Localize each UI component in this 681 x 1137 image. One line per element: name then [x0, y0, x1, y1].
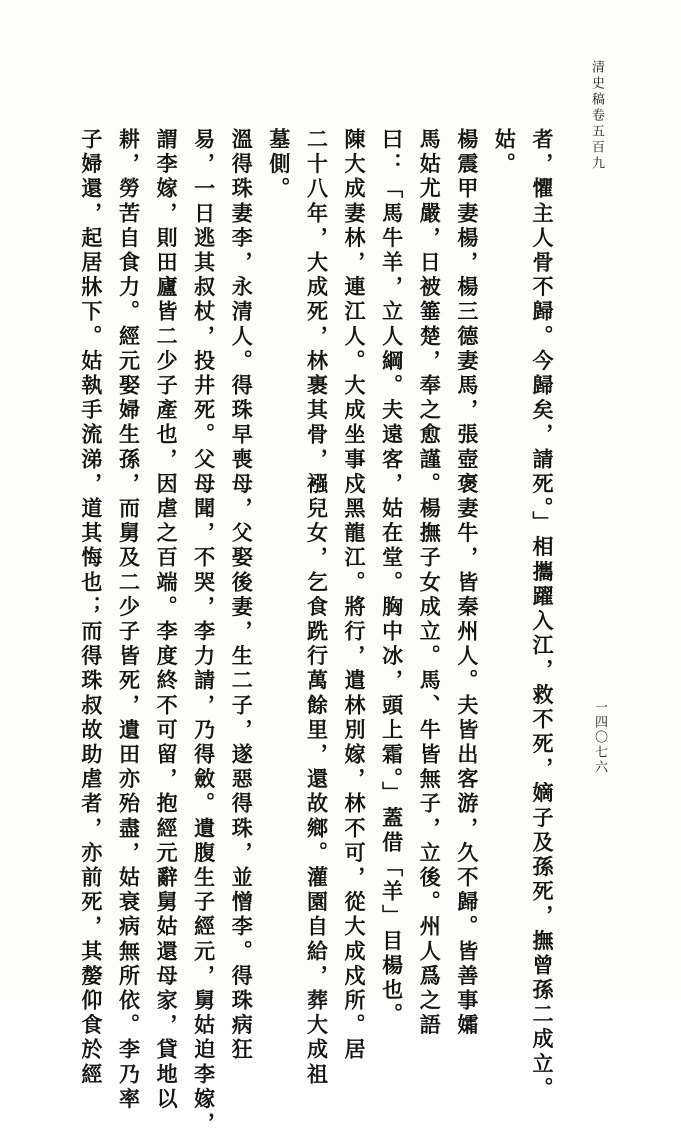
- text-column-4: 馬姑尤嚴，日被箠楚，奉之愈謹。楊撫子女成立。馬、牛皆無子，立後。州人爲之語: [417, 128, 443, 1039]
- text-column-9: 溫得珠妻李，永清人。得珠早喪母，父娶後妻，生二子，遂惡得珠，並憎李。得珠病狂: [229, 128, 255, 1063]
- page-number: 一四〇七六: [592, 700, 607, 775]
- text-column-3: 楊震甲妻楊，楊三德妻馬，張壺褒妻牛，皆秦州人。夫皆出客游，久不歸。皆善事孀: [454, 128, 480, 1039]
- text-column-10: 易，一日逃其叔杖，投井死。父母聞，不哭，李力請，乃得斂。遺腹生子經元，舅姑迫李嫁，: [191, 128, 217, 1137]
- text-column-6: 陳大成妻林，連江人。大成坐事戍黑龍江。將行，遣林別嫁，林不可，從大成戍所。居: [342, 128, 368, 1063]
- text-column-5: 曰：「馬牛羊，立人綱。夫遠客，姑在堂。胸中冰，頭上霜。」蓋借「羊」目楊也。: [379, 128, 405, 1028]
- text-column-13: 子婦還，起居牀下。姑執手流涕，道其悔也；而得珠叔故助虐者，亦前死，其嫠仰食於經: [78, 128, 104, 1088]
- running-title: 清史稿卷五百九: [589, 60, 604, 172]
- text-column-7: 二十八年，大成死，林裹其骨，襁兒女，乞食跣行萬餘里，還故鄉。灌園自給，葬大成祖: [304, 128, 330, 1088]
- text-column-1: 者，懼主人骨不歸。今歸矣，請死。」相攜躍入江，救不死，嫡子及孫死，撫曾孫二成立。: [530, 128, 555, 1102]
- body-text: [72, 128, 561, 1137]
- text-column-12: 耕，勞苦自食力。經元娶婦生孫，而舅及二少子皆死，遺田亦殆盡，姑衰病無所依。李乃率: [116, 128, 142, 1112]
- text-column-2: 姑。: [492, 128, 518, 178]
- text-column-8: 墓側。: [266, 128, 292, 202]
- text-column-11: 謂李嫁，則田廬皆二少子產也，因虐之百端。李度終不可留，抱經元辭舅姑還母家，貸地以: [154, 128, 180, 1112]
